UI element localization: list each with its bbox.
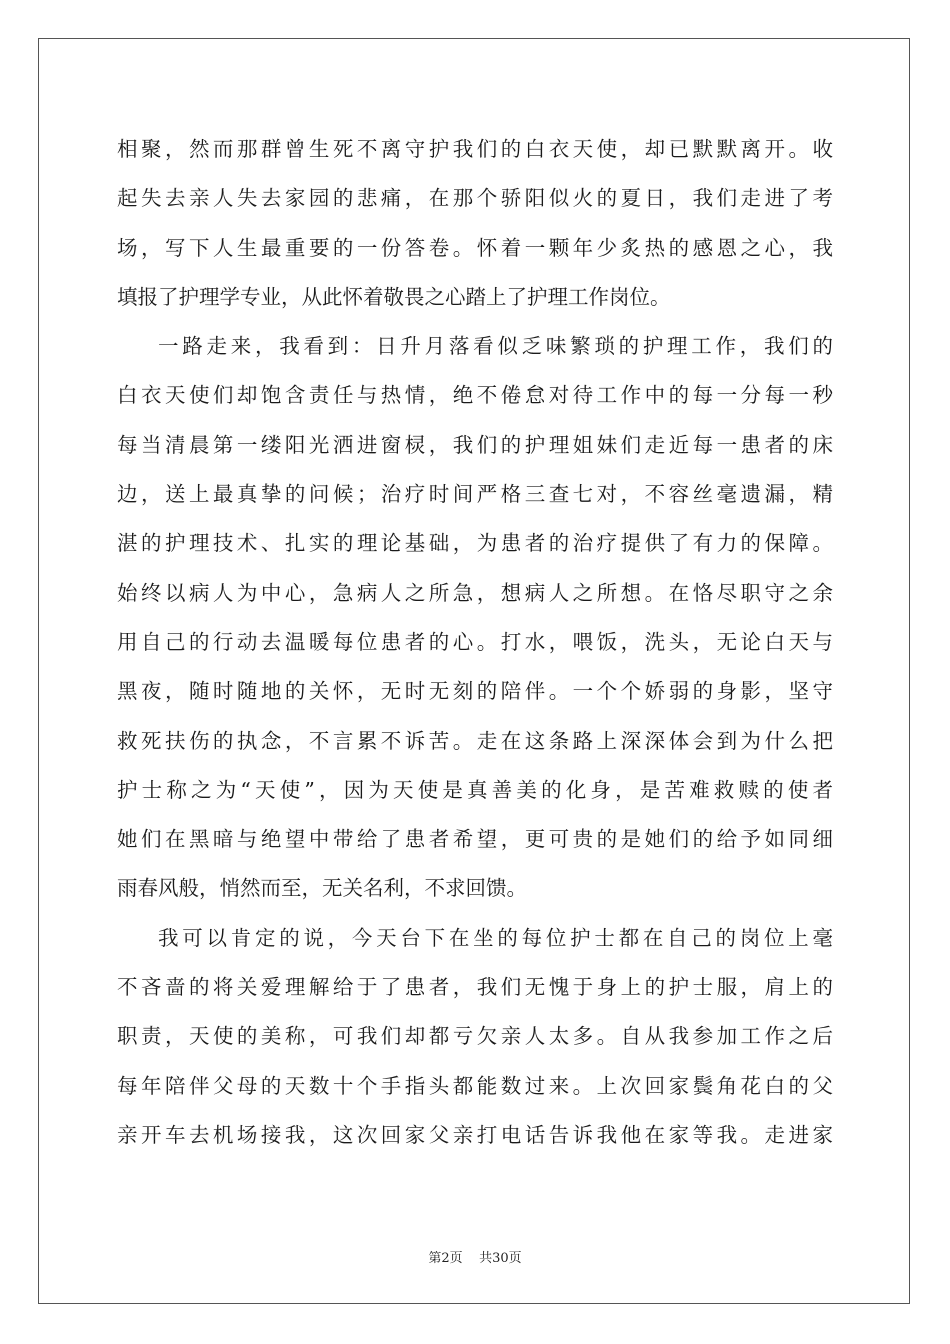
document-body: [117, 125, 833, 1160]
text-line: 始终以病人为中心，急病人之所急，想病人之所想。在恪尽职守之余: [117, 580, 833, 605]
text-line: 用自己的行动去温暖每位患者的心。打水，喂饭，洗头，无论白天与: [117, 629, 833, 654]
text-line: 我可以肯定的说，今天台下在坐的每位护士都在自己的岗位上毫: [158, 925, 833, 950]
text-line: 场，写下人生最重要的一份答卷。怀着一颗年少炙热的感恩之心，我: [117, 235, 833, 260]
text-line: 相聚，然而那群曾生死不离守护我们的白衣天使，却已默默离开。收: [117, 137, 833, 161]
text-line: 湛的护理技术、扎实的理论基础，为患者的治疗提供了有力的保障。: [117, 531, 833, 556]
text-line: 她们在黑暗与绝望中带给了患者希望，更可贵的是她们的给予如同细: [117, 827, 833, 852]
text-line: 职责，天使的美称，可我们却都亏欠亲人太多。自从我参加工作之后: [117, 1024, 833, 1049]
text-line: 每当清晨第一缕阳光洒进窗棂，我们的护理姐妹们走近每一患者的床: [117, 432, 833, 457]
text-line: 亲开车去机场接我，这次回家父亲打电话告诉我他在家等我。走进家: [117, 1122, 833, 1147]
text-line: 不吝啬的将关爱理解给于了患者，我们无愧于身上的护士服，肩上的: [117, 975, 833, 1000]
text-line: 救死扶伤的执念，不言累不诉苦。走在这条路上深深体会到为什么把: [117, 728, 833, 753]
text-line: 黑夜，随时随地的关怀，无时无刻的陪伴。一个个娇弱的身影，坚守: [117, 679, 833, 704]
text-line: 边，送上最真挚的问候；治疗时间严格三查七对，不容丝毫遗漏，精: [117, 482, 833, 507]
text-line: 护士称之为“天使”，因为天使是真善美的化身，是苦难救赎的使者: [117, 777, 833, 802]
text-line: 填报了护理学专业，从此怀着敬畏之心踏上了护理工作岗位。: [117, 284, 671, 309]
text-line: 每年陪伴父母的天数十个手指头都能数过来。上次回家鬓角花白的父: [117, 1073, 833, 1098]
text-line: 白衣天使们却饱含责任与热情，绝不倦怠对待工作中的每一分每一秒: [117, 383, 833, 408]
text-line: 雨春风般，悄然而至，无关名利，不求回馈。: [117, 876, 527, 901]
page-number-footer: 第2页 共30页: [428, 1251, 522, 1266]
text-line: 一路走来，我看到：日升月落看似乏味繁琐的护理工作，我们的: [158, 334, 833, 359]
text-line: 起失去亲人失去家园的悲痛，在那个骄阳似火的夏日，我们走进了考: [117, 186, 833, 211]
